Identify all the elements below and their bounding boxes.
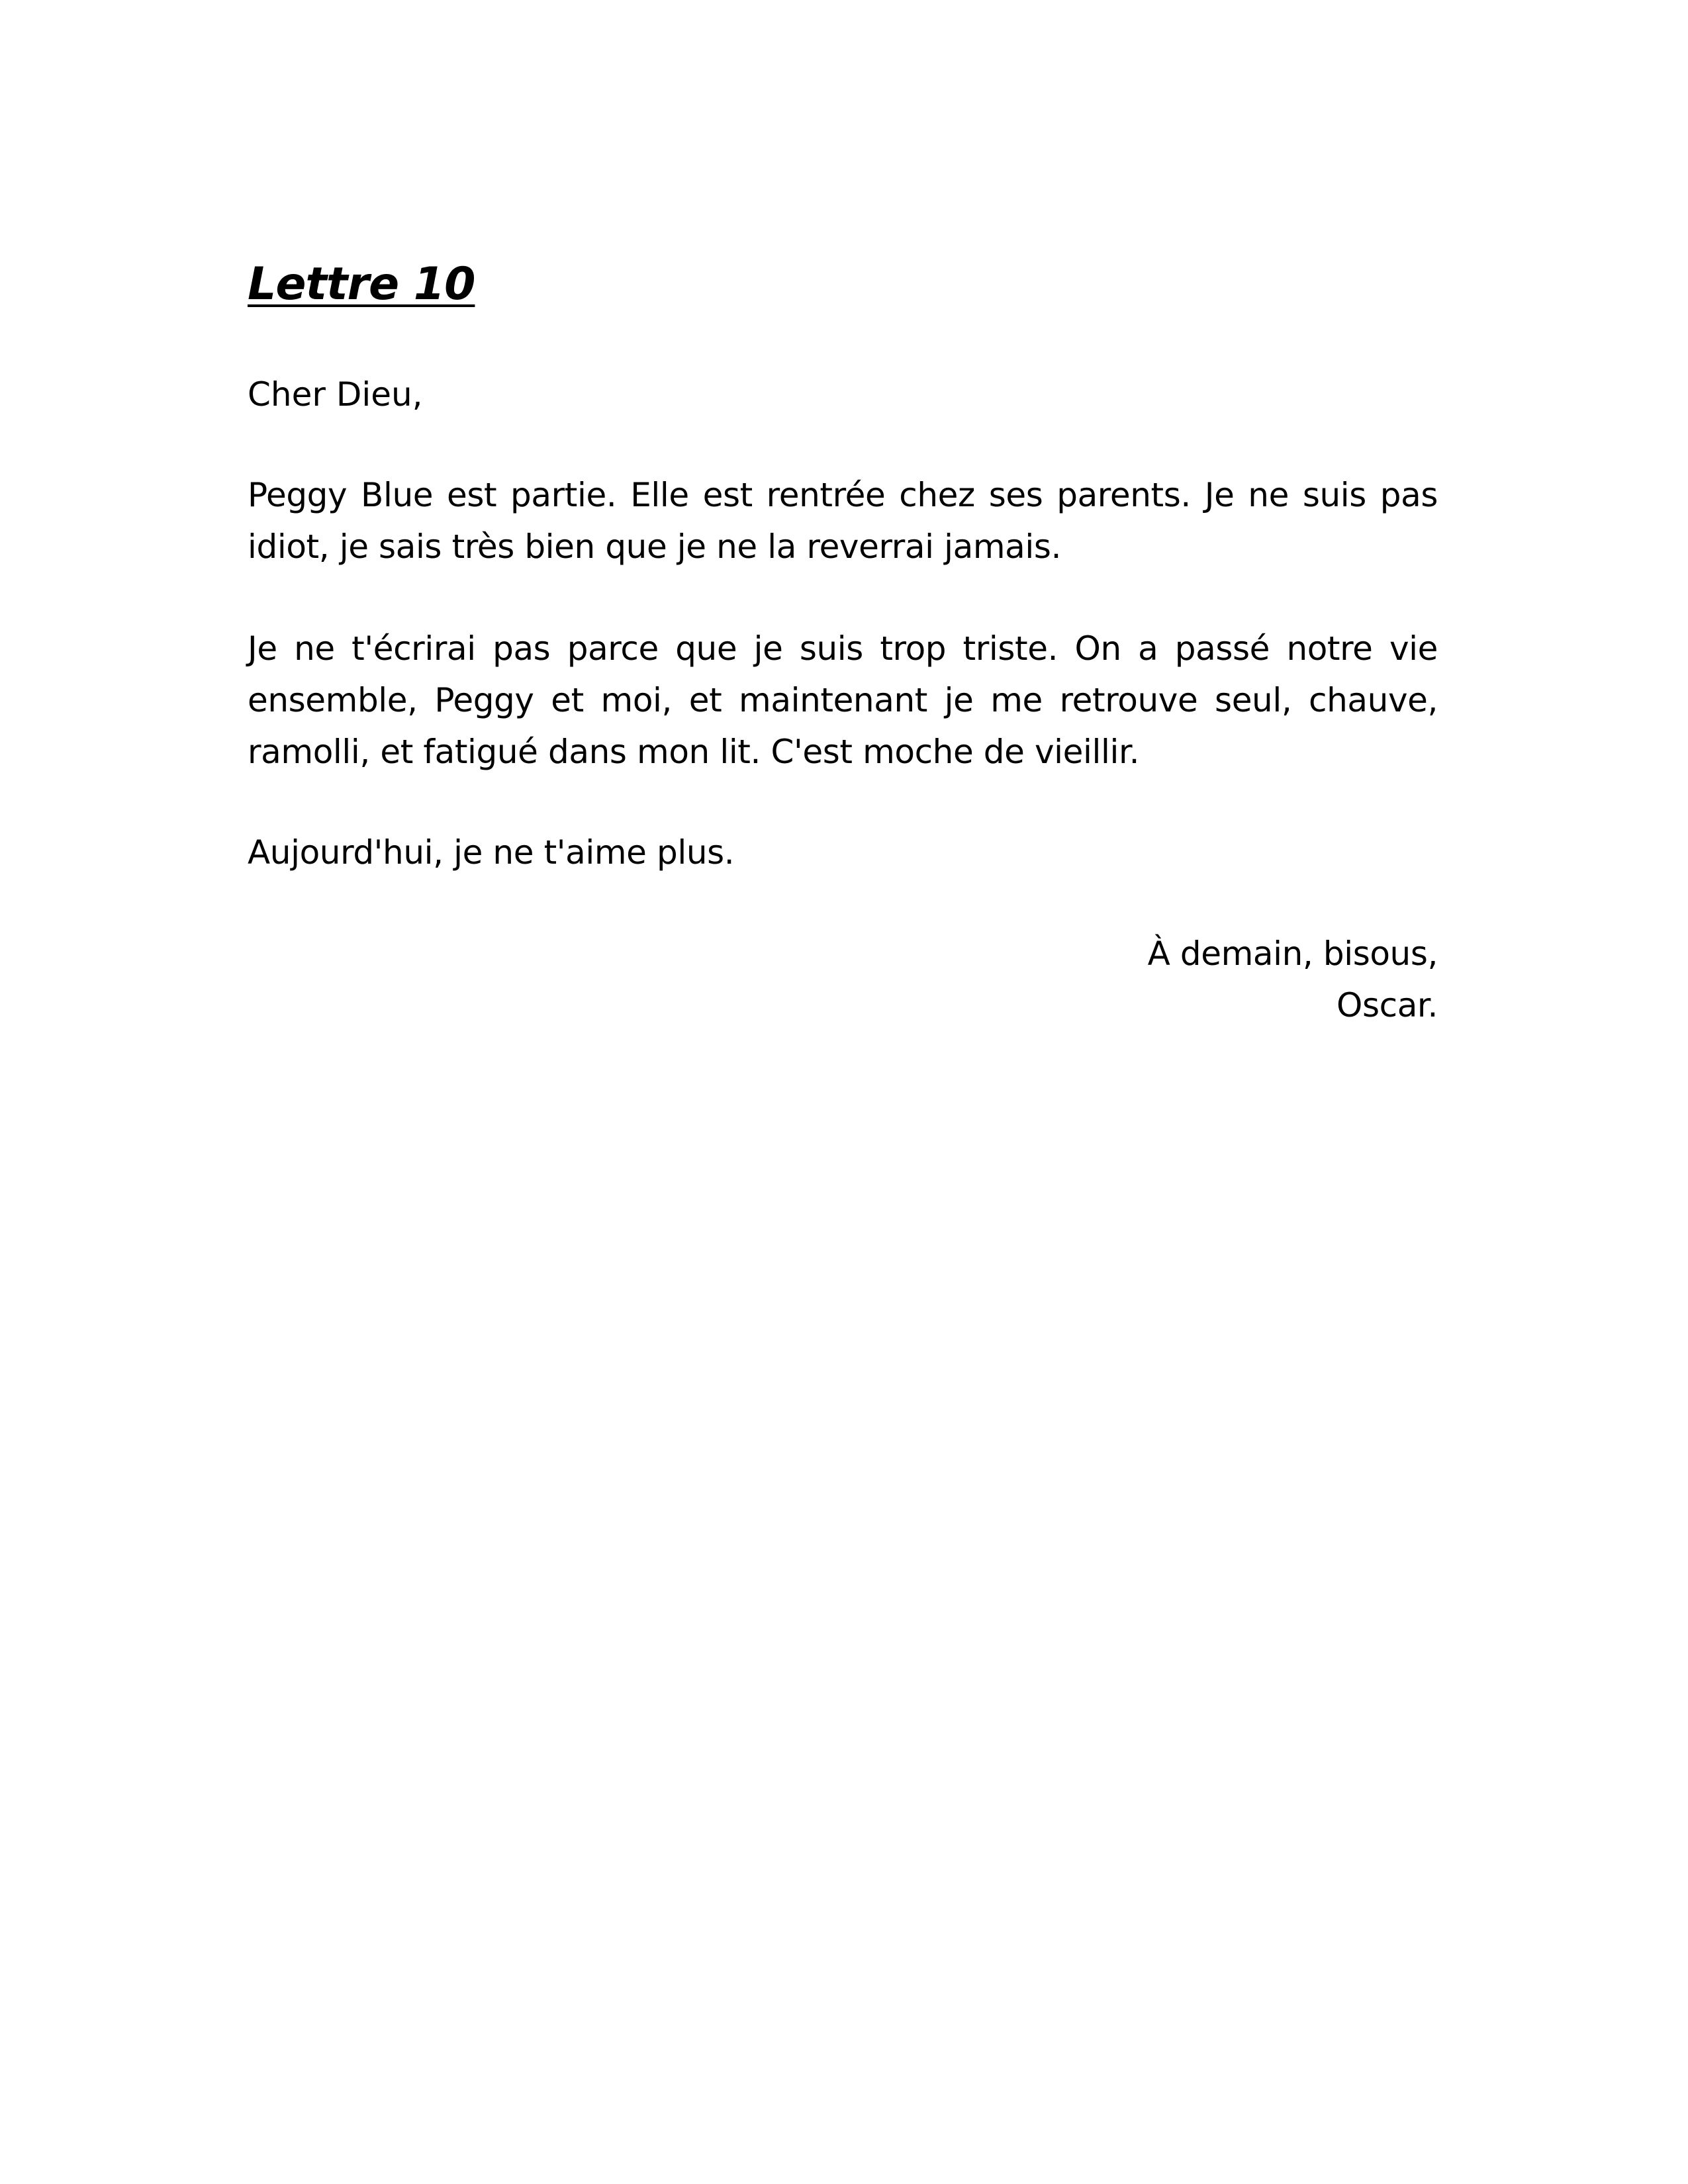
letter-closing-block	[248, 928, 1438, 1031]
letter-paragraph-1: Peggy Blue est partie. Elle est rentrée chez ses parents. Je ne suis pas idiot, je sais très bien que je ne la reverrai jamais.	[248, 476, 1438, 566]
letter-body	[248, 255, 1438, 1024]
letter-signature: Oscar.	[1336, 986, 1438, 1024]
letter-title: Lettre 10	[248, 258, 475, 310]
letter-paragraph-2: Je ne t'écrirai pas parce que je suis trop triste. On a passé notre vie ensemble, Peggy et moi, et maintenant je me retrouve seul, chauve, ramolli, et fatigué dans mon lit. C'est moche de vieillir.	[248, 629, 1438, 771]
letter-salutation: Cher Dieu,	[248, 375, 423, 414]
letter-paragraph-3: Aujourd'hui, je ne t'aime plus.	[248, 833, 735, 872]
letter-closing: À demain, bisous,	[1147, 934, 1438, 973]
